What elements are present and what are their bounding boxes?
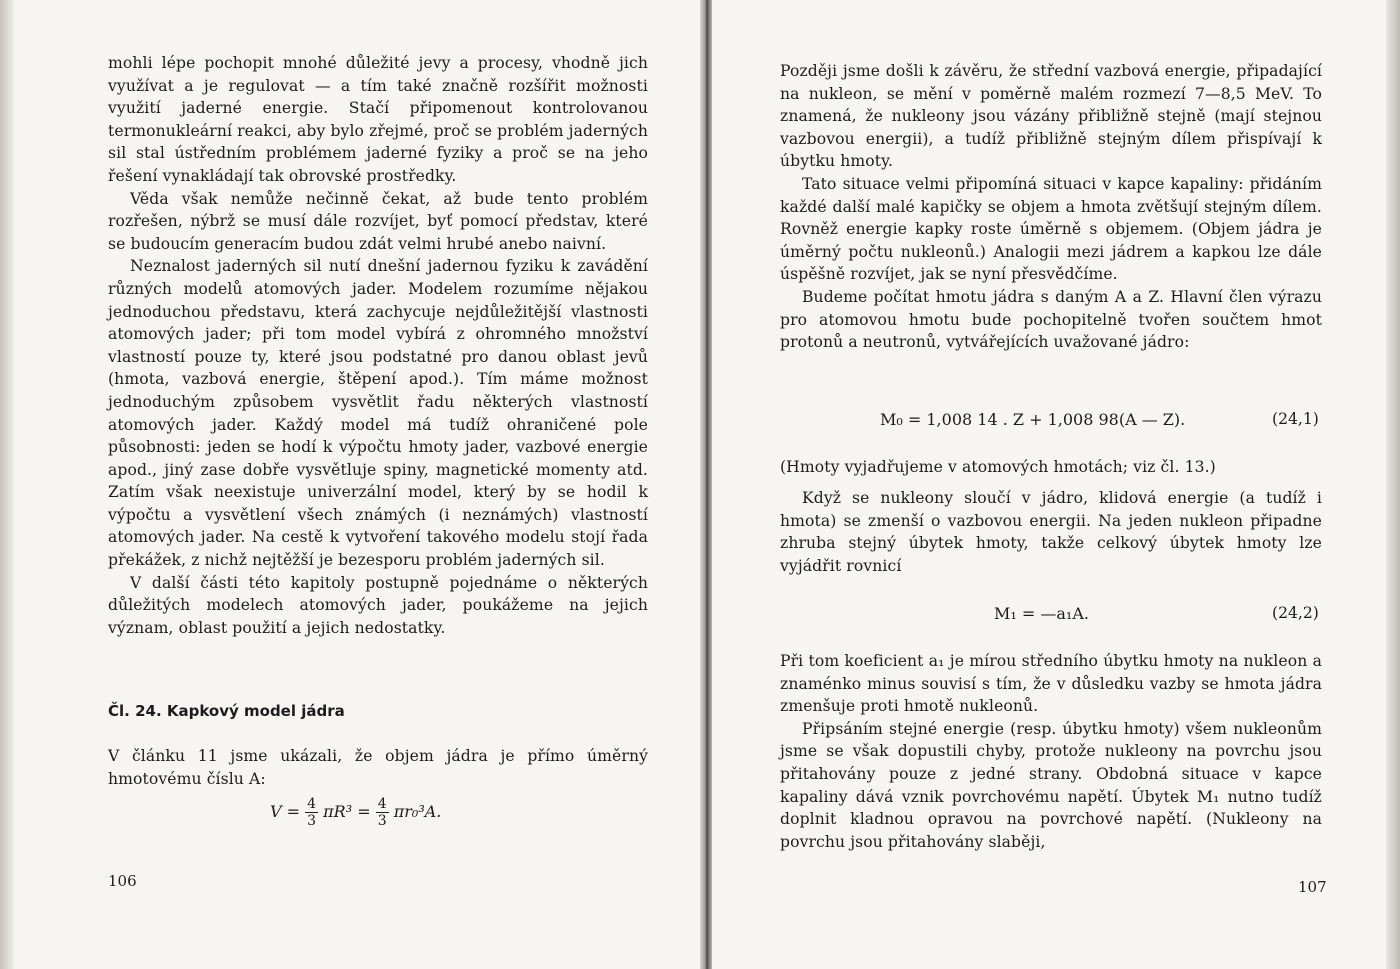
paragraph: Věda však nemůže nečinně čekat, až bude tento problém rozřešen, nýbrž se musí dále rozvíjet, byť pomocí představ, které se budoucím generacím budou zdát velmi hrubé anebo naivní. xyxy=(108,189,648,253)
paragraph: (Hmoty vyjadřujeme v atomových hmotách; viz čl. 13.) xyxy=(780,458,1216,476)
right-body-text-top xyxy=(780,60,1322,354)
paragraph: Připsáním stejné energie (resp. úbytku hmoty) všem nukleonům jsme se však dopustili chyby, protože nukleony na povrchu jsou přitahovány pouze z jedné strany. Obdobná situace v kapce kapaliny dává vznik povrchovému napětí. Úbytek M₁ nutno tudíž doplnit kladnou opravou na povrchové napětí. (Nukleony na povrchu jsou přitahovány slaběji, xyxy=(780,719,1322,851)
equation-lhs: V = xyxy=(270,802,301,821)
paragraph: Při tom koeficient a₁ je mírou středního úbytku hmoty na nukleon a znaménko minus souvisí s tím, že v důsledku vazby se hmota jádra zmenšuje proti hmotě nukleonů. xyxy=(780,652,1322,716)
fraction-numerator: 4 xyxy=(377,796,387,812)
book-gutter xyxy=(700,0,712,969)
equation-number: (24,2) xyxy=(1272,604,1319,622)
equation-rhs: πr₀³A. xyxy=(393,802,442,821)
fraction-denominator: 3 xyxy=(377,813,387,829)
right-body-text-mid2 xyxy=(780,487,1322,577)
paragraph: V článku 11 jsme ukázali, že objem jádra je přímo úměrný hmotovému číslu A: xyxy=(108,747,648,788)
equation-middle: πR³ = xyxy=(323,802,371,821)
paragraph: Když se nukleony sloučí v jádro, klidová energie (a tudíž i hmota) se zmenší o vazbovou energii. Na jeden nukleon připadne zhruba stejný úbytek hmoty, takže celkový úbytek hmoty lze vyjádřit rovnicí xyxy=(780,489,1322,575)
fraction-denominator: 3 xyxy=(307,813,317,829)
page-number-right: 107 xyxy=(1298,878,1327,896)
paragraph: Neznalost jaderných sil nutí dnešní jadernou fyziku k zavádění různých modelů atomových jader. Modelem rozumíme nějakou jednoduchou představu, která zachycuje nejdůležitější vlastnosti atomových jader; při tom model vybírá z ohromného množství vlastností pouze ty, které jsou podstatné pro danou oblast jevů (hmota, vazbová energie, štěpení apod.). Tím máme možnost jednoduchým způsobem vysvětlit řadu některých vlastností atomových jader. Každý model má tudíž ohraničené pole působnosti: jeden se hodí k výpočtu hmoty jader, vazbové energie apod., jiný zase dobře vysvětluje spiny, magnetické momenty atd. Zatím však neexistuje univerzální model, který by se hodil k výpočtu a vysvětlení všech známých (i neznámých) vlastností atomových jader. Na cestě k vytvoření takového modelu stojí řada překážek, z nichž nejtěžší je bezesporu problém jaderných sil. xyxy=(108,257,648,570)
right-body-text-mid xyxy=(780,456,1322,479)
equation-24-1: M₀ = 1,008 14 . Z + 1,008 98(A — Z). xyxy=(880,410,1186,429)
left-body-text xyxy=(108,52,648,639)
section-heading: Čl. 24. Kapkový model jádra xyxy=(108,702,345,720)
paragraph: Později jsme došli k závěru, že střední vazbová energie, připadající na nukleon, se mění v poměrně malém rozmezí 7—8,5 MeV. To znamená, že nukleony jsou vázány přibližně stejně (mají stejnou vazbovou energii), a tudíž přibližně stejným dílem přispívají k úbytku hmoty. xyxy=(780,62,1322,171)
page-edge-shadow xyxy=(1386,0,1400,969)
paragraph: V další části této kapitoly postupně pojednáme o některých důležitých modelech atomových jader, poukážeme na jejich význam, oblast použití a jejich nedostatky. xyxy=(108,573,648,637)
page-number-left: 106 xyxy=(108,872,137,890)
equation-number: (24,1) xyxy=(1272,410,1319,428)
paragraph: Tato situace velmi připomíná situaci v kapce kapaliny: přidáním každé další malé kapičky se objem a hmota zvětšují stejným dílem. Rovněž energie kapky roste úměrně s objemem. (Objem jádra je úměrný počtu nukleonů.) Analogii mezi jádrem a kapkou lze dále úspěšně rozvíjet, jak se nyní přesvědčíme. xyxy=(780,174,1322,284)
section-intro-text xyxy=(108,745,648,790)
page-edge-shadow xyxy=(0,0,14,969)
right-page xyxy=(712,0,1400,969)
volume-equation xyxy=(270,796,441,829)
fraction xyxy=(376,796,389,829)
paragraph: mohli lépe pochopit mnohé důležité jevy a procesy, vhodně jich využívat a je regulovat — a tím také značně rozšířit možnosti využití jaderné energie. Stačí připomenout kontrolovanou termonukleární reakci, aby bylo zřejmé, proč se problém jaderných sil stal ústředním problémem jaderné fyziky a proč se na jeho řešení vynakládají tak obrovské prostředky. xyxy=(108,54,648,185)
equation-24-2: M₁ = —a₁A. xyxy=(994,604,1089,623)
fraction-numerator: 4 xyxy=(307,796,317,812)
right-body-text-bottom xyxy=(780,650,1322,853)
fraction xyxy=(305,796,318,829)
paragraph: Budeme počítat hmotu jádra s daným A a Z. Hlavní člen výrazu pro atomovou hmotu bude pochopitelně tvořen součtem hmot protonů a neutronů, vytvářejících uvažované jádro: xyxy=(780,287,1322,352)
